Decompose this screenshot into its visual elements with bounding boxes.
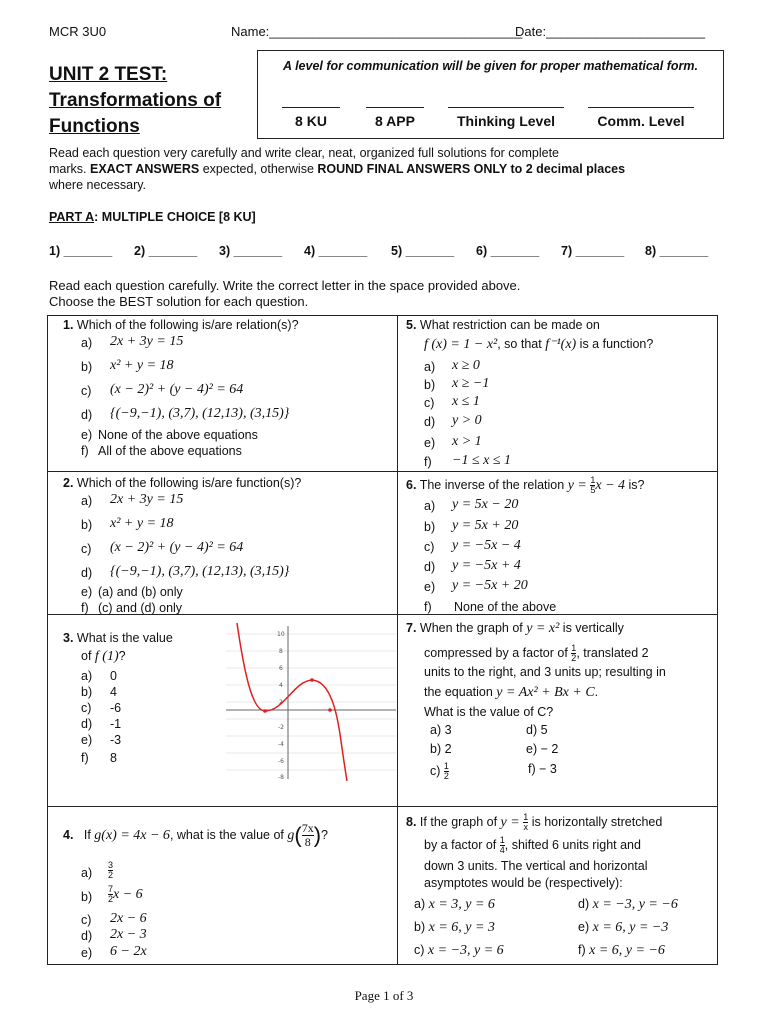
course-code: MCR 3U0 (49, 24, 107, 39)
answer-blank-2[interactable]: 2) _______ (134, 244, 198, 258)
question-2: 2. Which of the following is/are function(s)? a) 2x + 3y = 15 b) x² + y = 18 c) (x − 2)² + (y − 4)² = 64 d) {(−9,−1), (3,7), (12,13), (3,15)} e) (a) and (b) only f) (c) and (d) only (48, 472, 398, 615)
tick-neg8: -8 (278, 774, 284, 781)
mc-instructions: Read each question carefully. Write the correct letter in the space provided above. Choose the BEST solution for each question. (49, 278, 521, 309)
part-a-header: PART A: MULTIPLE CHOICE [8 KU] (49, 210, 256, 224)
instructions (49, 145, 625, 193)
tick-neg6: -6 (278, 758, 284, 765)
tick-10: 10 (277, 631, 285, 638)
thinking-label: Thinking Level (456, 113, 555, 129)
question-3: 3. What is the value of f (1)? a) 0 b) 4 c) -6 d) -1 e) -3 f) 8 10 8 6 4 2 -2 -4 -6 -8 (48, 615, 398, 807)
question-7: 7. When the graph of y = x² is vertically compressed by a factor of $\frac{1}{2}$ , translated 2 units to the right, and 3 units up; resulting in the equation y = Ax² + Bx + C. What is the value of C? a) 3 d) 5 b) 2 e) − 2 c) $\frac{1}{2}$ f) − 3 (398, 615, 718, 807)
answer-blank-3[interactable]: 3) _______ (219, 244, 283, 258)
graph-grid (226, 634, 396, 770)
x-intercept-point (328, 708, 332, 712)
tick-4: 4 (279, 682, 283, 689)
date-field[interactable]: Date:______________________ (515, 24, 706, 39)
tick-2: 2 (279, 699, 283, 706)
ku-score-line[interactable] (282, 107, 340, 108)
app-label: 8 APP (375, 113, 415, 129)
ku-label: 8 KU (295, 113, 327, 129)
tick-neg2: -2 (278, 724, 284, 731)
app-score-line[interactable] (366, 107, 424, 108)
question-5: 5. What restriction can be made on f (x) = 1 − x², so that f⁻¹(x) is a function? a) x ≥ 0 b) x ≥ −1 c) x ≤ 1 d) y > 0 e) x > 1 f) −1 ≤ x ≤ 1 (398, 316, 718, 472)
question-table (47, 315, 718, 965)
tick-8: 8 (279, 648, 283, 655)
answer-blank-5[interactable]: 5) _______ (391, 244, 455, 258)
title-line-1: UNIT 2 TEST: (49, 64, 168, 85)
answer-blank-1[interactable]: 1) _______ (49, 244, 113, 258)
test-title (49, 62, 221, 140)
question-6: 6. The inverse of the relation y = $\frac{1}{5}$ x − 4 is? a) y = 5x − 20 b) y = 5x + 20 c) y = −5x − 4 d) y = −5x + 4 e) y = −5x + 20 f) None of the above (398, 472, 718, 615)
question-8: 8. If the graph of y = $\frac{1}{x}$ is horizontally stretched by a factor of $\frac{1}{4}$ , shifted 6 units right and down 3 units. The vertical and horizontal asymptotes would be (respectively): a) x = 3, y = 6 d) x = −3, y = −6 b) x = 6, y = 3 e) x = 6, y = −3 c) x = −3, y = 6 f) x = 6, y = −6 (398, 807, 718, 965)
local-max-point (310, 678, 314, 682)
page-number: Page 1 of 3 (354, 988, 414, 1003)
name-field[interactable]: Name:___________________________________ (231, 24, 523, 39)
tick-neg4: -4 (278, 741, 284, 748)
question-4: 4. If g(x) = 4x − 6, what is the value of g( $\frac{7x}{8}$ )? a) $\frac{3}{2}$ b) $\frac{7}{2}$ x − 6 c) 2x − 6 d) 2x − 3 e) 6 − 2x (48, 807, 398, 965)
instructions-line-2: marks. EXACT ANSWERS expected, otherwise ROUND FINAL ANSWERS ONLY to 2 decimal places (49, 162, 626, 176)
answer-blank-6[interactable]: 6) _______ (476, 244, 540, 258)
answer-blank-4[interactable]: 4) _______ (304, 244, 368, 258)
tick-6: 6 (279, 665, 283, 672)
answer-blank-7[interactable]: 7) _______ (561, 244, 625, 258)
comm-label: Comm. Level (597, 113, 685, 129)
local-min-point (263, 709, 267, 713)
cubic-function-graph (226, 621, 396, 781)
rubric-box (257, 50, 724, 139)
thinking-score-line[interactable] (448, 107, 564, 108)
title-line-3: Functions (49, 116, 140, 137)
rubric-note: A level for communication will be given for proper mathematical form. (283, 59, 698, 73)
instructions-line-3: where necessary. (49, 178, 147, 192)
question-1: 1. Which of the following is/are relation(s)? a) 2x + 3y = 15 b) x² + y = 18 c) (x − 2)² + (y − 4)² = 64 d) {(−9,−1), (3,7), (12,13), (3,15)} e) None of the above equations f) All of the above equations (48, 316, 398, 472)
title-line-2: Transformations of (49, 90, 222, 111)
instructions-line-1: Read each question very carefully and write clear, neat, organized full solutions for complete (49, 146, 560, 160)
comm-score-line[interactable] (588, 107, 694, 108)
answer-blank-8[interactable]: 8) _______ (645, 244, 709, 258)
